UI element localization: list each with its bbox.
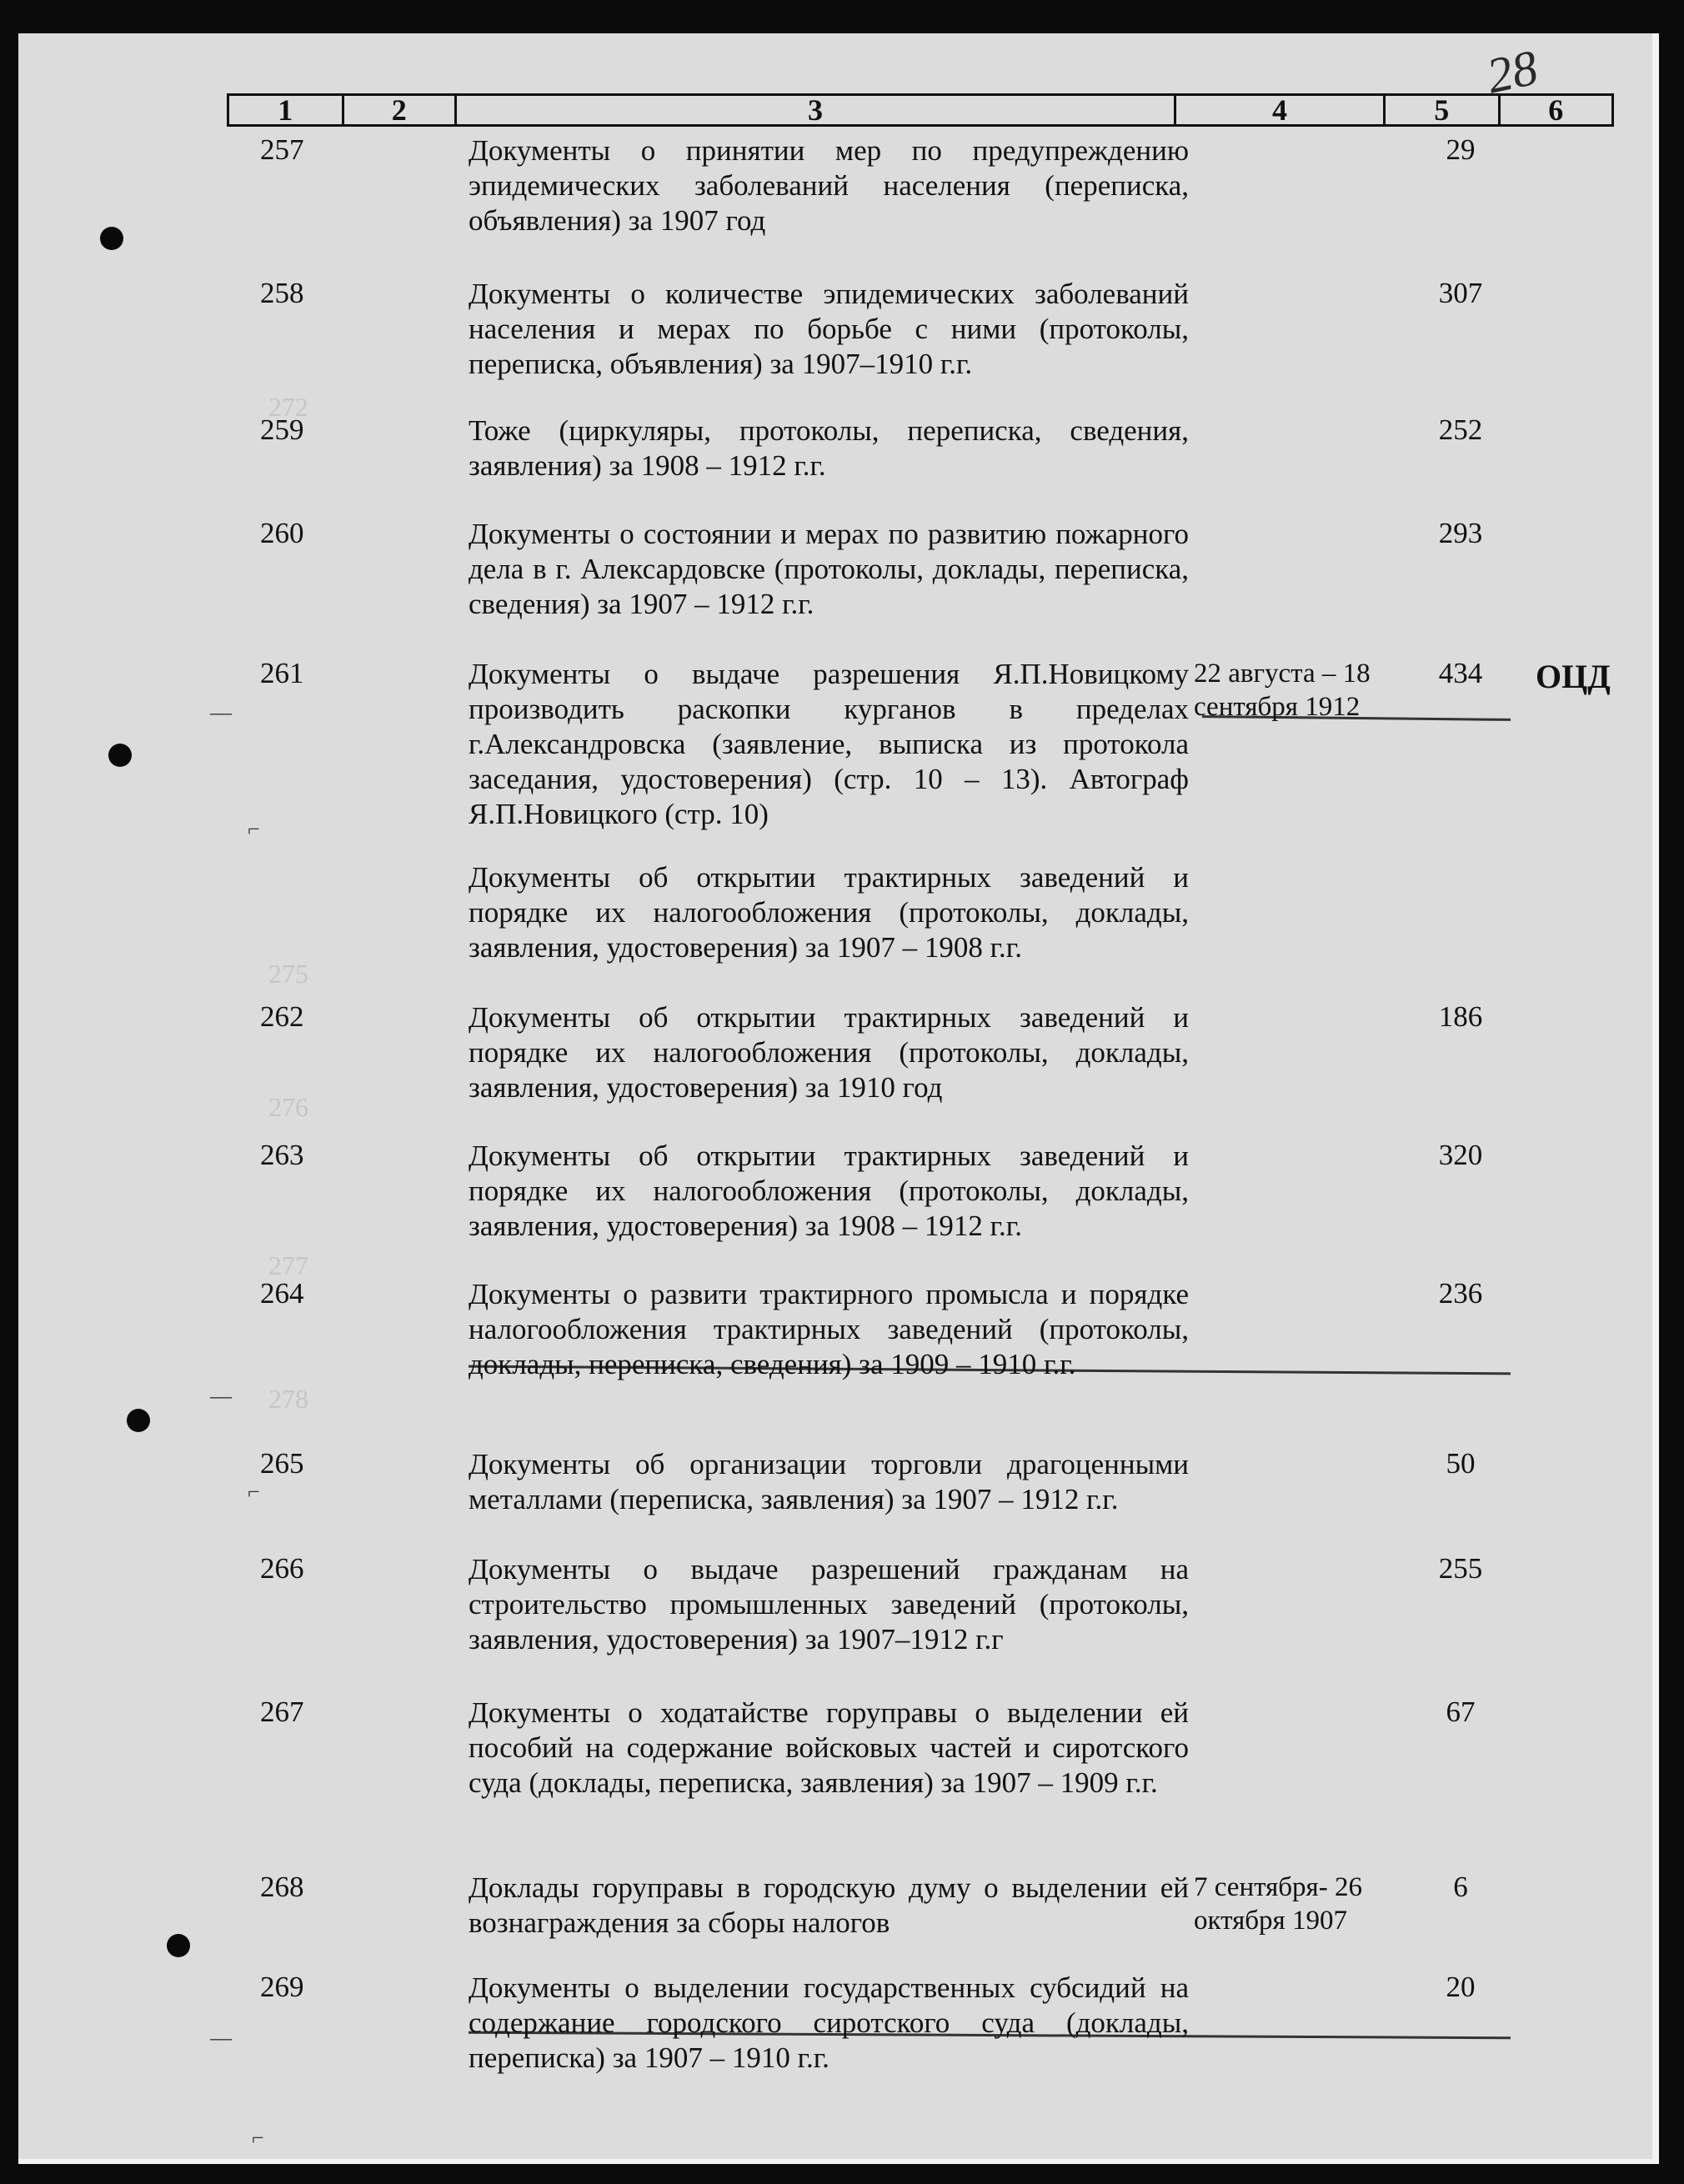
row-description: Документы об открытии трактирных заведений и порядке их налогообложения (протоколы, доклады, заявления, удостоверения) за 1910 год xyxy=(469,1001,1189,1104)
punch-hole xyxy=(108,744,132,767)
column-header-row xyxy=(227,93,1614,127)
column-header-4: 4 xyxy=(1176,96,1386,124)
row-status-mark: ОЦД xyxy=(1536,658,1611,695)
row-number: 258 xyxy=(260,277,304,309)
row-description-continued: Документы об открытии трактирных заведений и порядке их налогообложения (протоколы, доклады, заявления, удостоверения) за 1907 – 1908 г.г. xyxy=(469,861,1189,964)
row-description: Документы об открытии трактирных заведений и порядке их налогообложения (протоколы, доклады, заявления, удостоверения) за 1908 – 1912 г.г. xyxy=(469,1140,1189,1242)
row-number: 269 xyxy=(260,1971,304,2003)
row-quantity: 20 xyxy=(1446,1971,1476,2003)
punch-hole xyxy=(167,1934,190,1957)
margin-tick: — xyxy=(210,2026,232,2050)
row-quantity: 252 xyxy=(1438,413,1483,446)
column-header-5: 5 xyxy=(1386,96,1501,124)
row-quantity: 29 xyxy=(1446,133,1476,166)
row-description: Доклады горуправы в городскую думу о выделении ей вознаграждения за сборы налогов xyxy=(469,1871,1189,1939)
row-number: 257 xyxy=(260,133,304,166)
row-description: Тоже (циркуляры, протоколы, переписка, сведения, заявления) за 1908 – 1912 г.г. xyxy=(469,414,1189,482)
column-header-1: 1 xyxy=(229,96,344,124)
margin-tick: — xyxy=(210,1384,232,1408)
punch-hole xyxy=(127,1409,150,1432)
row-description: Документы о выдаче разрешения Я.П.Новицкому производить раскопки курганов в пределах г.Александровска (заявление, выписка из протокола заседания, удостоверения) (стр. 10 – 13). Автограф Я.П.Новицкого (стр. 10) xyxy=(469,658,1189,830)
column-header-2: 2 xyxy=(344,96,458,124)
row-description: Документы о состоянии и мерах по развитию пожарного дела в г. Алексардовске (протоколы, доклады, переписка, сведения) за 1907 – 1912 г.г. xyxy=(469,518,1189,620)
row-quantity: 186 xyxy=(1438,1000,1483,1033)
row-number: 263 xyxy=(260,1139,304,1171)
row-description: Документы о ходатайстве горуправы о выделении ей пособий на содержание войсковых частей и сиротского суда (доклады, переписка, заявления) за 1907 – 1909 г.г. xyxy=(469,1696,1189,1799)
row-description: Документы о принятии мер по предупреждению эпидемических заболеваний населения (переписка, объявления) за 1907 год xyxy=(469,134,1189,237)
row-description: Документы о развити трактирного промысла и порядке налогообложения трактирных заведений (протоколы, доклады, переписка, сведения) за 1909 – 1910 г.г. xyxy=(469,1278,1189,1380)
row-quantity: 320 xyxy=(1438,1139,1483,1171)
row-number: 267 xyxy=(260,1696,304,1728)
bleedthrough-mark: 278 xyxy=(268,1384,308,1414)
bleedthrough-mark: 275 xyxy=(268,959,308,989)
row-description: Документы о выделении государственных субсидий на содержание городского сиротского суда (доклады, переписка) за 1907 – 1910 г.г. xyxy=(469,1971,1189,2074)
row-number: 260 xyxy=(260,517,304,549)
row-date-range: 7 сентября- 26 октября 1907 xyxy=(1194,1872,1362,1936)
row-number: 265 xyxy=(260,1447,304,1480)
row-quantity: 255 xyxy=(1438,1552,1483,1585)
row-number: 264 xyxy=(260,1277,304,1310)
row-quantity: 293 xyxy=(1438,517,1483,549)
archive-page xyxy=(18,33,1659,2164)
bleedthrough-mark: 277 xyxy=(268,1250,308,1280)
row-number: 268 xyxy=(260,1871,304,1903)
column-header-6: 6 xyxy=(1548,93,1564,127)
row-quantity: 50 xyxy=(1446,1447,1476,1480)
row-quantity: 6 xyxy=(1453,1871,1468,1903)
row-quantity: 67 xyxy=(1446,1696,1476,1728)
bleedthrough-mark: 276 xyxy=(268,1092,308,1122)
row-quantity: 236 xyxy=(1438,1277,1483,1310)
column-header-3: 3 xyxy=(457,96,1176,124)
margin-tick: — xyxy=(210,700,232,724)
row-description: Документы о выдаче разрешений гражданам на строительство промышленных заведений (протоколы, заявления, удостоверения) за 1907–1912 г.г xyxy=(469,1553,1189,1656)
page-number: 28 xyxy=(1481,39,1543,104)
margin-tick: ⌐ xyxy=(248,1480,260,1504)
margin-tick: ⌐ xyxy=(252,2126,264,2150)
bleedthrough-mark: 272 xyxy=(268,392,308,422)
row-number: 266 xyxy=(260,1552,304,1585)
row-description: Документы об организации торговли драгоценными металлами (переписка, заявления) за 1907 – 1912 г.г. xyxy=(469,1448,1189,1515)
row-quantity: 434 xyxy=(1438,657,1483,689)
row-number: 259 xyxy=(260,413,304,446)
row-date-range: 22 августа – 18 сентября 1912 xyxy=(1194,659,1371,722)
row-description: Документы о количестве эпидемических заболеваний населения и мерах по борьбе с ними (протоколы, переписка, объявления) за 1907–1910 г.г. xyxy=(469,278,1189,380)
punch-hole xyxy=(100,227,123,250)
row-number: 262 xyxy=(260,1000,304,1033)
row-quantity: 307 xyxy=(1438,277,1483,309)
row-number: 261 xyxy=(260,657,304,689)
margin-tick: ⌐ xyxy=(248,817,260,841)
